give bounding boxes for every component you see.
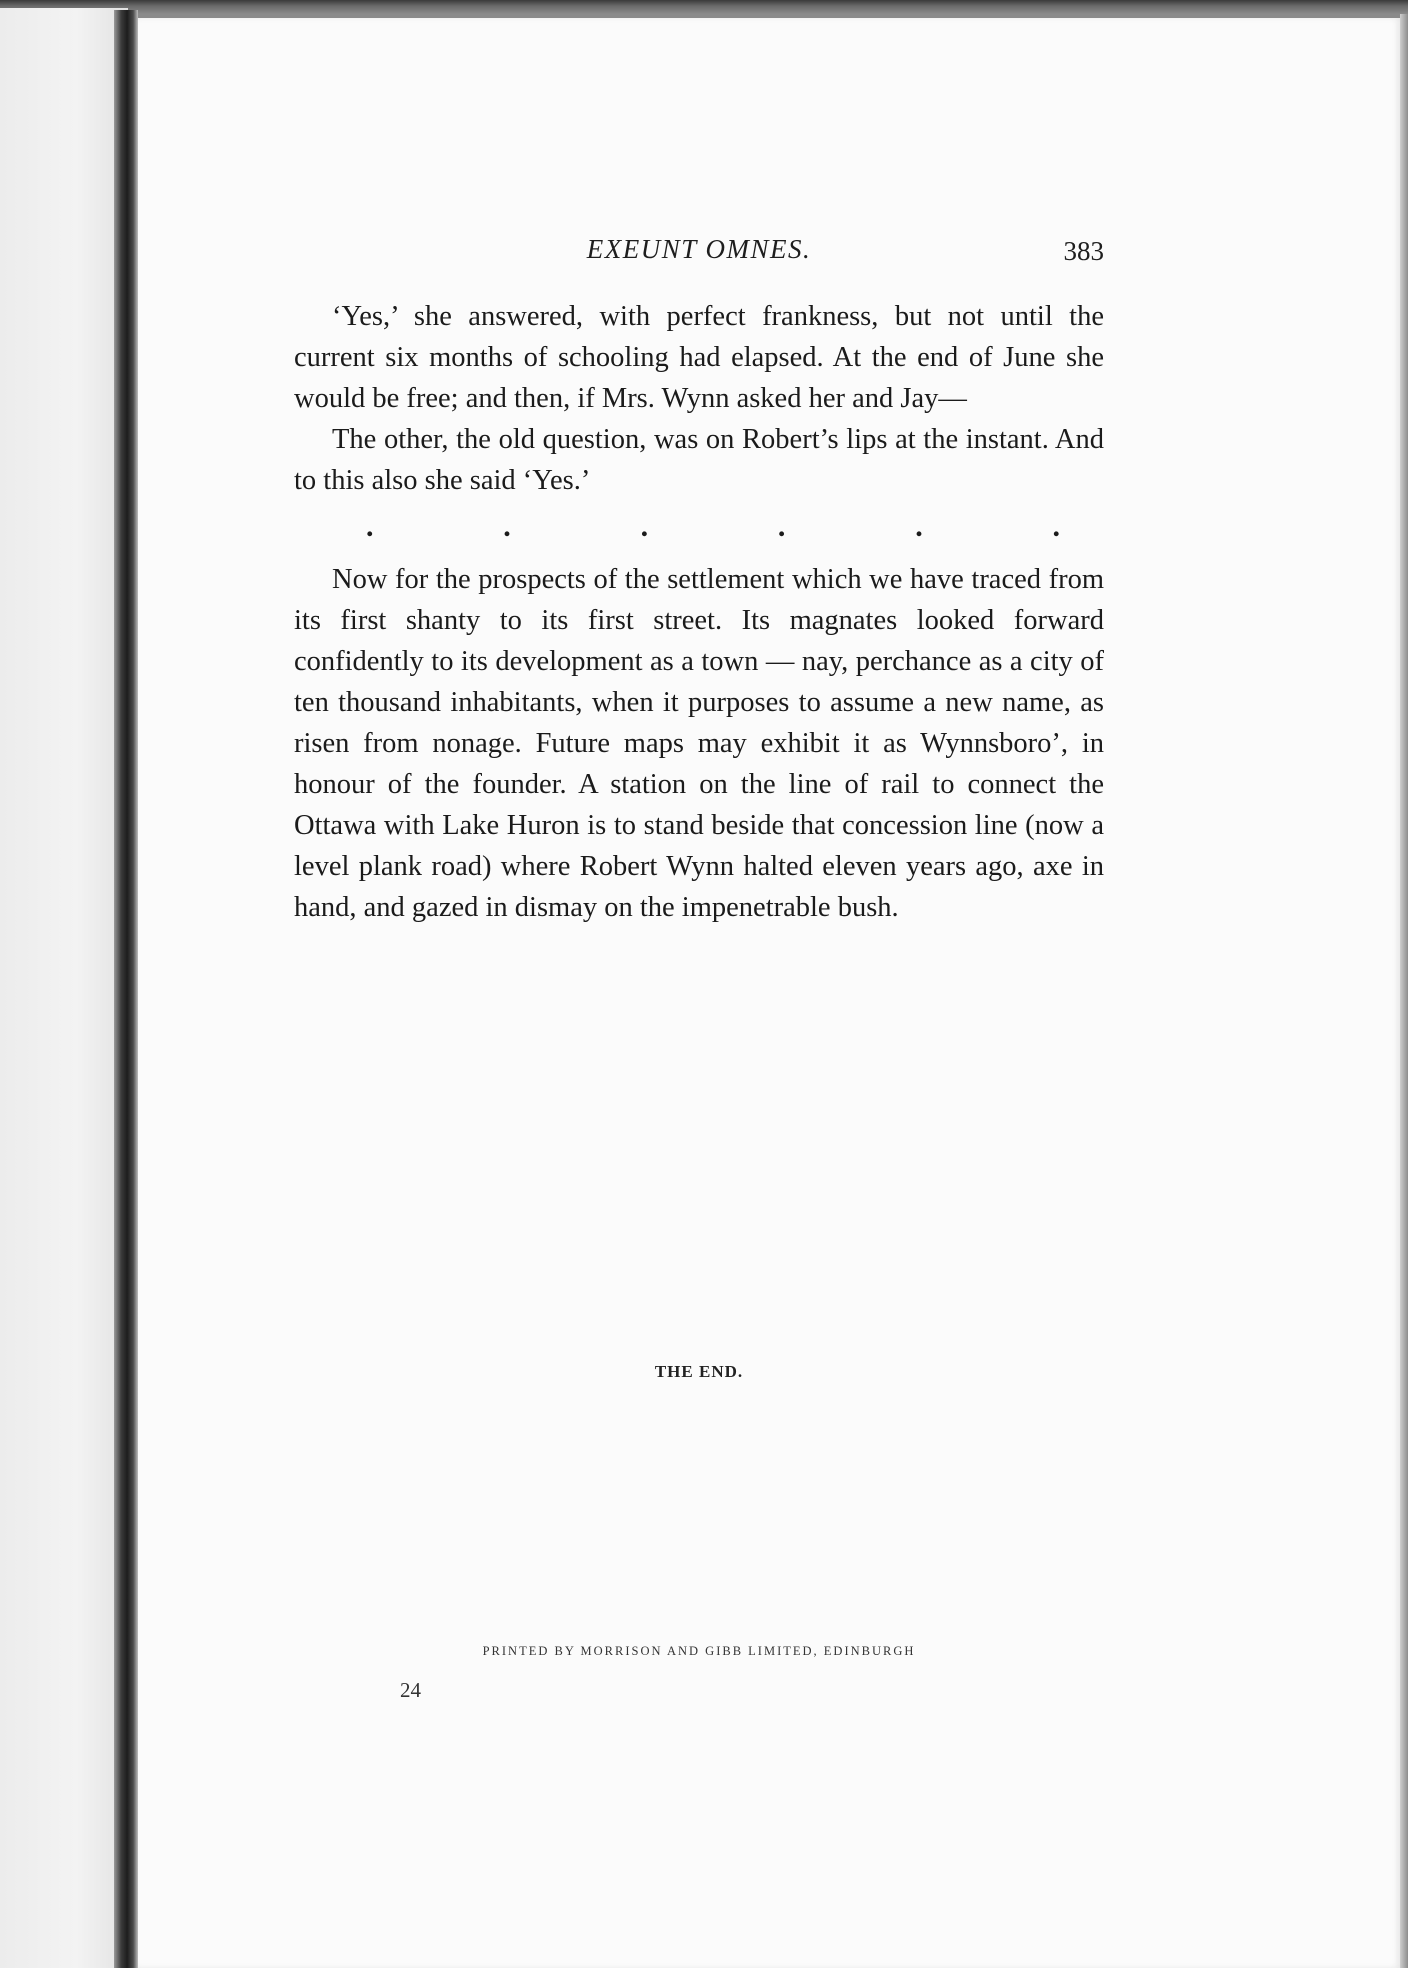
paragraph: ‘Yes,’ she answered, with perfect frankness, but not until the current six months of schooling had elapsed. At the end of June she would be free; and then, if Mrs. Wynn asked her and Jay— [294,301,1104,414]
section-break-dot: . [915,510,923,543]
page-right-edge [1400,14,1408,1968]
section-break-dot: . [640,510,649,543]
the-end: THE END. [654,1362,744,1381]
book-gutter [114,10,138,1968]
page-number: 383 [1063,236,1104,266]
section-break-dot: . [503,510,511,543]
signature-mark: 24 [400,1678,421,1702]
section-break-dot: . [1052,510,1060,543]
closing-paragraph: Now for the prospects of the settlement which we have traced from its first shanty to its first street. Its magnates looked forward confidently to its development as a town — nay, perchance as a city of ten thousand inhabitants, when it purposes to assume a new name, as risen from nonage. Future maps may exhibit it as Wynnsboro’, in honour of the founder. A station on the line of rail to connect the Ottawa with Lake Huron is to stand beside that concession line (now a level plank road) where Robert Wynn halted eleven years ago, axe in hand, and gazed in dismay on the impenetrable bush. [294,564,1104,923]
running-title: EXEUNT OMNES. [586,234,812,264]
previous-page-edge [0,8,128,1968]
printer-imprint: PRINTED BY MORRISON AND GIBB LIMITED, EDINBURGH [482,1644,916,1658]
running-head [294,234,1104,274]
section-break-dot: . [777,510,786,543]
section-break [294,507,1104,551]
body-text [294,296,1104,928]
section-break-dot: . [366,510,374,543]
paragraph: The other, the old question, was on Robert’s lips at the instant. And to this also she said ‘Yes.’ [294,424,1104,496]
